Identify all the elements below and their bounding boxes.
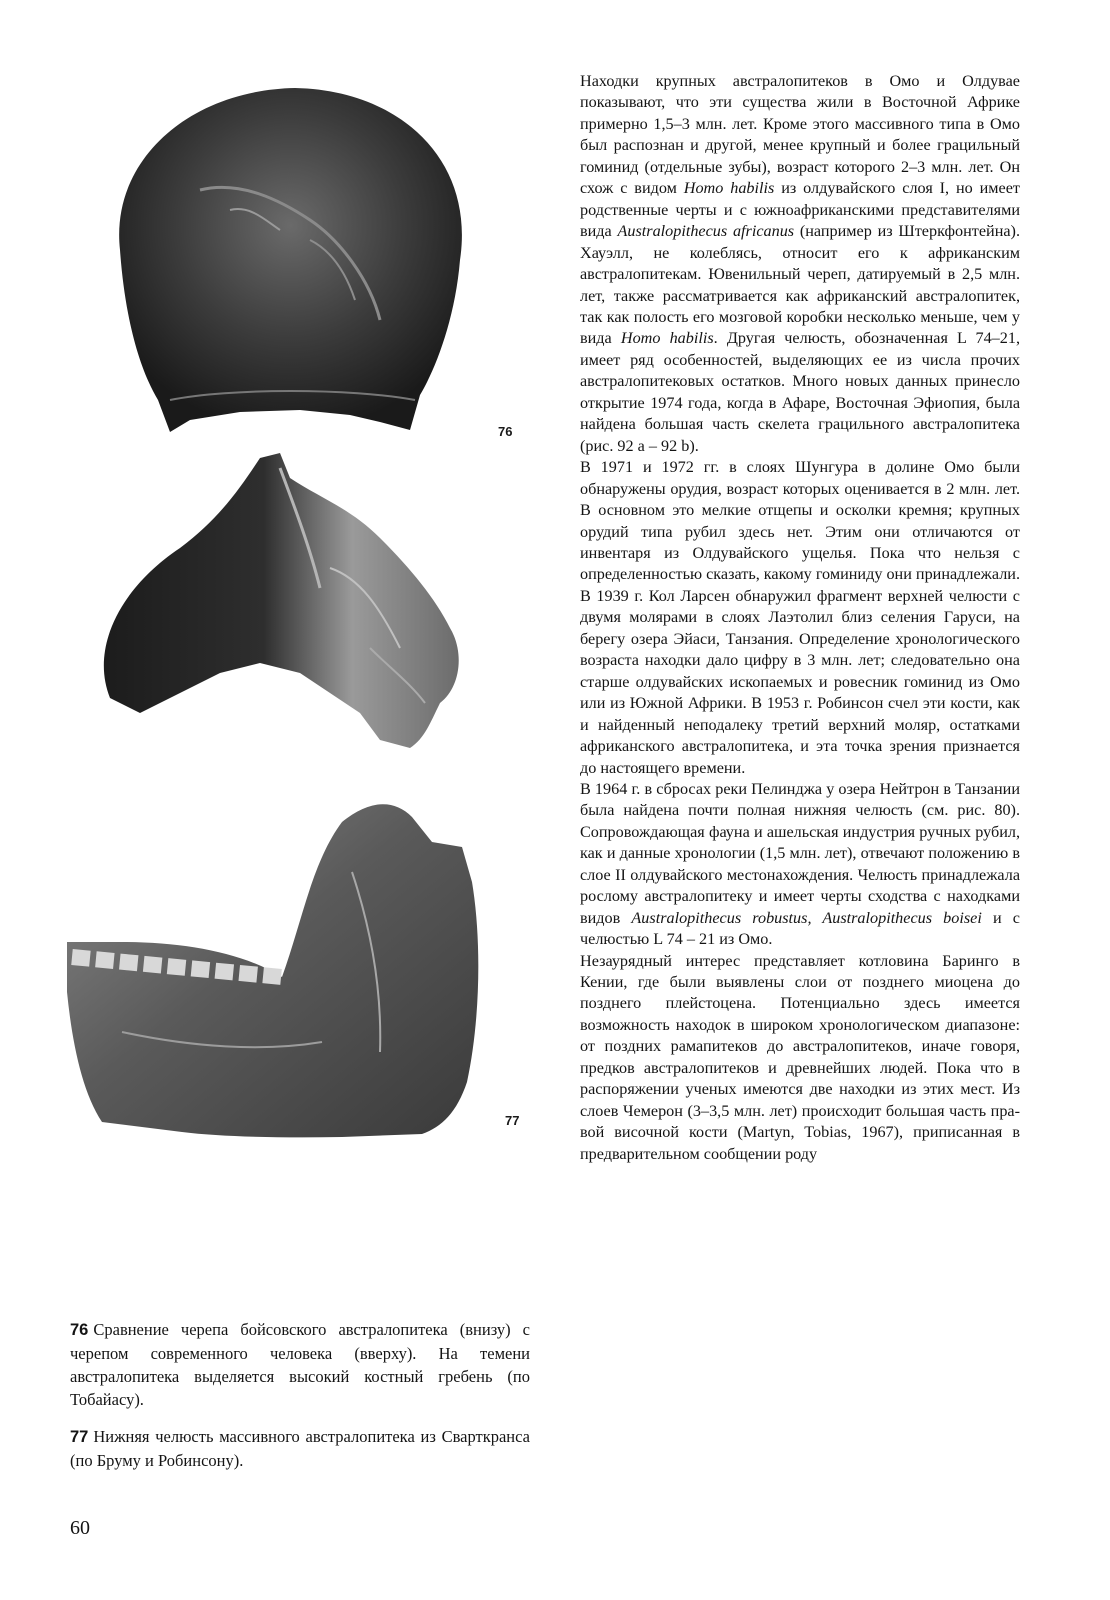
p4-part-a: В 1964 г. в сбросах реки Пелинджа у озера Нейтрон в Танзании была найдена почти полная нижняя челюсть (см. рис. 80). Сопровождающая фауна и ашельская индустрия ручных рубил, как и данные хронологии (1,5 млн. лет), отвечают положению в слое II олдувайского местонахождения. Челюсть принадлежала рослому австралопитеку и имеет черты сходства с находками видов [580, 779, 1020, 927]
p1-part-d: . Другая челюсть, обозначенная L 74–21, имеет ряд особенностей, выделяющих ее из числа прочих австралопитековых остатков. Много новых данных принесло открытие 1974 года, когда в Афаре, Восточная Эфиопия, была найдена большая часть скелета грацильного австралопитека (рис. 92 а – 92 b). [580, 329, 1020, 455]
caption-76 [70, 1318, 530, 1411]
caption-77 [70, 1425, 530, 1472]
figure-76-label: 76 [498, 424, 513, 439]
p4-part-b: и с челюстью L 74 – 21 из Омо. [580, 908, 1020, 949]
caption-77-number: 77 [70, 1428, 89, 1446]
p1-italic-2: Australopithecus africanus [617, 222, 795, 241]
p1-italic-3: Homo habilis [620, 329, 714, 348]
caption-76-text: Сравнение черепа бойсовского австралопитека (внизу) с черепом современного человека (вверху). На темени австралопитека выделяется высокий костный гребень (по Тобайасу). [70, 1320, 530, 1409]
article-text [580, 71, 1020, 1165]
modern-skull-photo-icon [80, 70, 500, 440]
figure-captions [70, 1318, 530, 1486]
figure-76-australopithecus-skull [80, 448, 500, 748]
caption-77-text: Нижняя челюсть массивного австралопитека из Сварткранса (по Бруму и Робинсону). [70, 1427, 530, 1470]
australopithecus-skull-photo-icon [80, 448, 500, 748]
paragraph-2: В 1971 и 1972 гг. в слоях Шунгура в долине Омо были обнаружены орудия, возраст которых оценивается в 2 млн. лет. В основном это мелкие отщепы и осколки кремня; крупных орудий типа рубил здесь нет. Этим они отличаются от инвентаря из Олдувайского ущелья. Пока что нельзя с определенностью сказать, какому гоминиду они принадлежали. [580, 458, 1020, 584]
p1-part-b: из олдувайского слоя I, но имеет родственные черты и с южноафриканскими представителями вида [580, 179, 1020, 241]
paragraph-1 [580, 71, 1020, 457]
paragraph-3: В 1939 г. Кол Ларсен обнаружил фрагмент верхней челюсти с двумя молярами в слоях Лаэтолил близ селения Гаруси, на берегу озера Эйаси, Танзания. Определение хронологического возраста находки дало цифру в 3 млн. лет; следовательно она старше олдувайских ископаемых и ровесник гоминид из Омо или из Южной Африки. В 1953 г. Робинсон счел эти кости, как и найденный неподалеку третий верхний моляр, остатками африканского австралопитека, и эта точка зрения признается до настоящего времени. [580, 586, 1020, 777]
p1-part-c: (например из Штеркфонтейна). Хауэлл, не колеблясь, относит его к африканским австралопитекам. Ювенильный череп, датируемый в 2,5 млн. лет, также рассматривается как африканский австралопитек, так как полость его мозговой коробки несколько меньше, чем у вида [580, 222, 1020, 348]
mandible-photo-icon [62, 792, 502, 1142]
figure-76-modern-skull [80, 70, 500, 440]
page-number: 60 [70, 1517, 90, 1539]
caption-76-number: 76 [70, 1321, 89, 1339]
figure-77-mandible [62, 792, 502, 1142]
p1-part-a: Находки крупных австралопитеков в Омо и Олдувае показывают, что эти существа жили в Восточной Африке примерно 1,5–3 млн. лет. Кроме этого массивного типа в Омо был распознан и другой, менее крупный и более грацильный гоминид (отдельные зубы), возраст которого 2–3 млн. лет. Он схож с видом [580, 72, 1020, 198]
paragraph-4 [580, 779, 1020, 951]
figure-77-label: 77 [505, 1113, 520, 1128]
p4-italic-1: Australopithecus robustus, Australopithecus boisei [631, 908, 982, 927]
p1-italic-1: Homo habilis [683, 179, 775, 198]
paragraph-5: Незаурядный интерес представляет котловина Баринго в Кении, где были выявлены слои от позднего миоцена до позднего плейстоцена. Потенциально здесь имеется возможность находок в широком хронологическом диапазоне: от поздних рамапитеков до австралопитеков, иначе говоря, предков австралопитеков и древнейших людей. Пока что в распоряжении ученых имеются две находки из этих мест. Из слоев Чемерон (3–3,5 млн. лет) происходит большая часть правой височной кости (Martyn, Tobias, 1967), приписанная в предварительном сообщении роду [580, 951, 1020, 1163]
